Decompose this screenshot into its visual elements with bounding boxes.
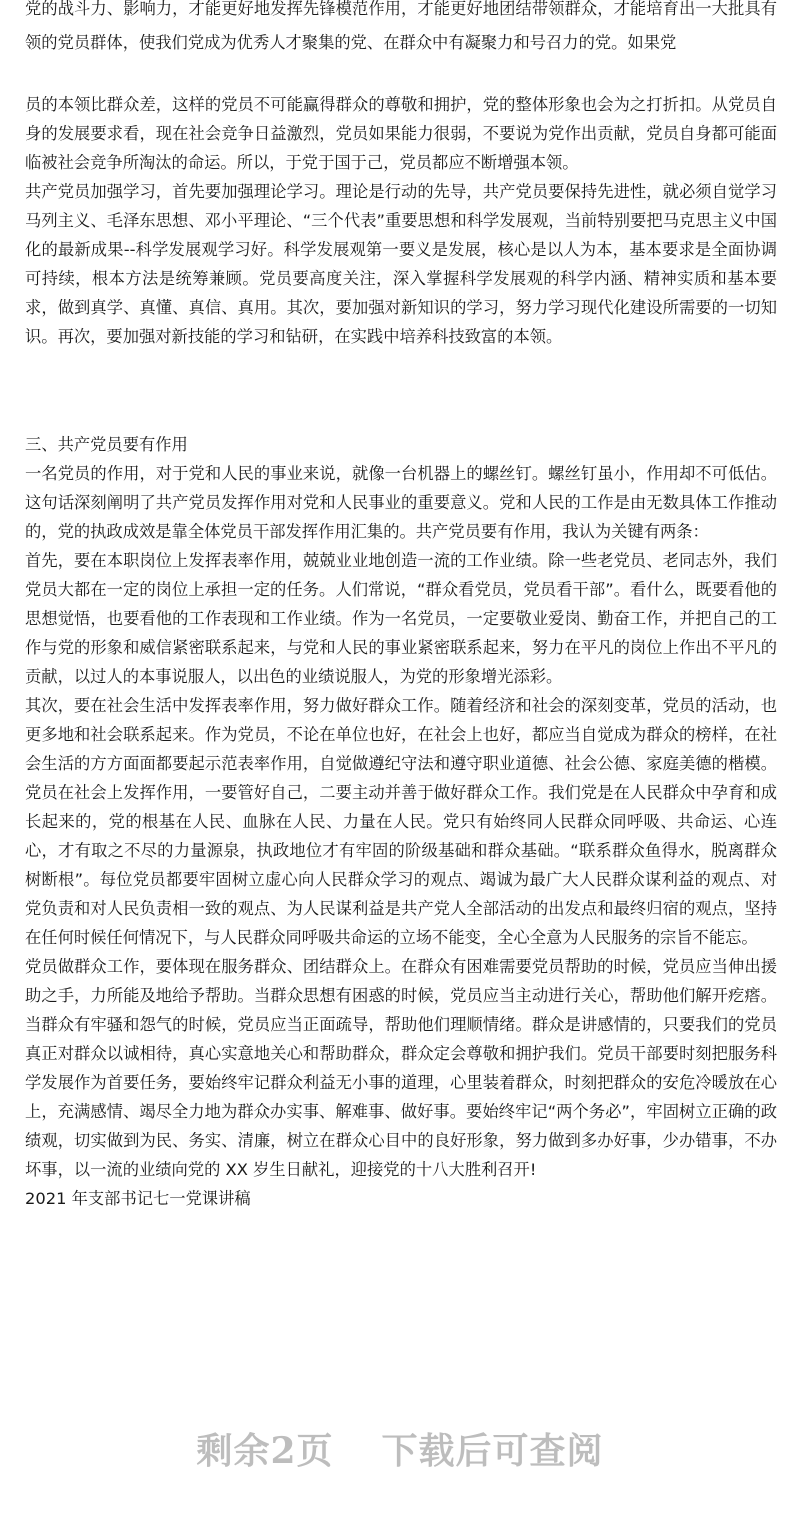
paragraph: 共产党员加强学习，首先要加强理论学习。理论是行动的先导，共产党员要保持先进性，就必须自觉学习马列主义、毛泽东思想、邓小平理论、“三个代表”重要思想和科学发展观，当前特别要把马克思主义中国化的最新成果--科学发展观学习好。科学发展观第一要义是发展，核心是以人为本，基本要求是全面协调可持续，根本方法是统筹兼顾。党员要高度关注，深入掌握科学发展观的科学内涵、精神实质和基本要求，做到真学、真懂、真信、真用。其次，要加强对新知识的学习，努力学习现代化建设所需要的一切知识。再次，要加强对新技能的学习和钻研，在实践中培养科技致富的本领。 bbox=[25, 182, 777, 346]
remaining-pages-label: 剩余2页 bbox=[196, 1429, 334, 1472]
paragraph: 党员做群众工作，要体现在服务群众、团结群众上。在群众有困难需要党员帮助的时候，党员应当伸出援助之手，力所能及地给予帮助。当群众思想有困惑的时候，党员应当主动进行关心，帮助他们解开疙瘩。当群众有牢骚和怨气的时候，党员应当正面疏导，帮助他们理顺情绪。群众是讲感情的，只要我们的党员真正对群众以诚相待，真心实意地关心和帮助群众，群众定会尊敬和拥护我们。党员干部要时刻把服务科学发展作为首要任务，要始终牢记群众利益无小事的道理，心里装着群众，时刻把群众的安危冷暖放在心上，充满感情、竭尽全力地为群众办实事、解难事、做好事。要始终牢记“两个务必”，牢固树立正确的政绩观，切实做到为民、务实、清廉，树立在群众心目中的良好形象，努力做到多办好事，少办错事，不办坏事，以一流的业绩向党的 XX 岁生日献礼，迎接党的十八大胜利召开! bbox=[25, 957, 777, 1179]
paragraph: 员的本领比群众差，这样的党员不可能赢得群众的尊敬和拥护，党的整体形象也会为之打折扣。从党员自身的发展要求看，现在社会竞争日益激烈，党员如果能力很弱，不要说为党作出贡献，党员自身都可能面临被社会竞争所淘汰的命运。所以，于党于国于己，党员都应不断增强本领。 bbox=[25, 95, 777, 172]
fragment-line: 领的党员群体，使我们党成为优秀人才聚集的党、在群众中有凝聚力和号召力的党。如果党 bbox=[25, 33, 677, 52]
document-title: 2021 年支部书记七一党课讲稿 bbox=[25, 1189, 251, 1208]
paragraph: 首先，要在本职岗位上发挥表率作用，兢兢业业地创造一流的工作业绩。除一些老党员、老同志外，我们党员大都在一定的岗位上承担一定的任务。人们常说，“群众看党员，党员看干部”。看什么，既要看他的思想觉悟，也要看他的工作表现和工作业绩。作为一名党员，一定要敬业爱岗、勤奋工作，并把自己的工作与党的形象和威信紧密联系起来，与党和人民的事业紧密联系起来，努力在平凡的岗位上作出不平凡的贡献，以过人的本事说服人，以出色的业绩说服人，为党的形象增光添彩。 bbox=[25, 551, 777, 686]
download-hint-label: 下载后可查阅 bbox=[381, 1429, 604, 1472]
top-fragment bbox=[25, 0, 777, 57]
remaining-pages-banner[interactable] bbox=[0, 1418, 800, 1478]
section-learning bbox=[25, 90, 777, 351]
section-heading: 三、共产党员要有作用 bbox=[25, 435, 188, 454]
paragraph: 其次，要在社会生活中发挥表率作用，努力做好群众工作。随着经济和社会的深刻变革，党员的活动，也更多地和社会联系起来。作为党员，不论在单位也好，在社会上也好，都应当自觉成为群众的榜样，在社会生活的方方面面都要起示范表率作用，自觉做遵纪守法和遵守职业道德、社会公德、家庭美德的楷模。党员在社会上发挥作用，一要管好自己，二要主动并善于做好群众工作。我们党是在人民群众中孕育和成长起来的，党的根基在人民、血脉在人民、力量在人民。党只有始终同人民群众同呼吸、共命运、心连心，才有取之不尽的力量源泉，执政地位才有牢固的阶级基础和群众基础。“联系群众鱼得水，脱离群众树断根”。每位党员都要牢固树立虚心向人民群众学习的观点、竭诚为最广大人民群众谋利益的观点、对党负责和对人民负责相一致的观点、为人民谋利益是共产党人全部活动的出发点和最终归宿的观点，坚持在任何时候任何情况下，与人民群众同呼吸共命运的立场不能变，全心全意为人民服务的宗旨不能忘。 bbox=[25, 696, 777, 947]
cut-off-line: 党的战斗力、影响力，才能更好地发挥先锋模范作用，才能更好地团结带领群众，才能培育出一大批具有 bbox=[25, 0, 777, 18]
section-role bbox=[25, 430, 777, 1213]
paragraph: 一名党员的作用，对于党和人民的事业来说，就像一台机器上的螺丝钉。螺丝钉虽小，作用却不可低估。这句话深刻阐明了共产党员发挥作用对党和人民事业的重要意义。党和人民的工作是由无数具体工作推动的，党的执政成效是靠全体党员干部发挥作用汇集的。共产党员要有作用，我认为关键有两条： bbox=[25, 464, 777, 541]
